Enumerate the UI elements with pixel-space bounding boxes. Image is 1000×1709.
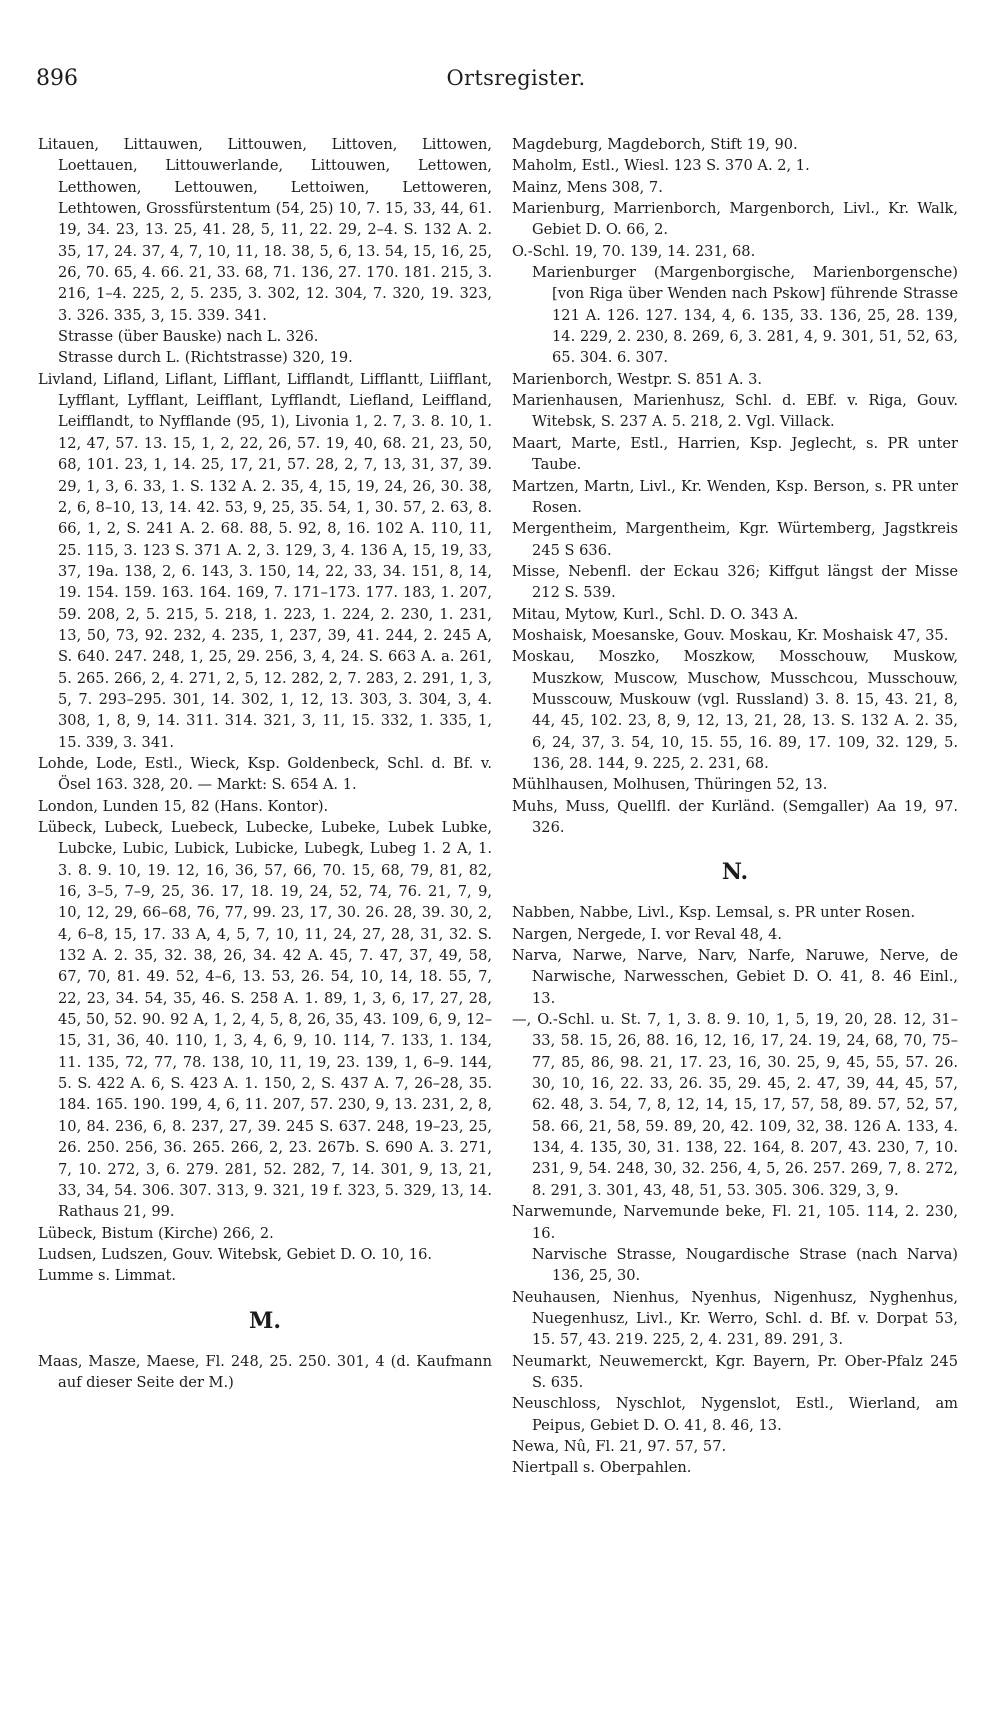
index-entry: Niertpall s. Oberpahlen. [512,1459,692,1477]
index-entry: London, Lunden 15, 82 (Hans. Kontor). [38,797,329,815]
index-entry: Moshaisk, Moesanske, Gouv. Moskau, Kr. Moshaisk 47, 35. [512,626,949,644]
index-entry: Livland, Lifland, Liflant, Lifflant, Lifflandt, Lifflantt, Liifflant, Lyfflant, Lyfflant, Leifflant, Lyfflandt, Liefland, Leiffland, Leifflandt, to Nyfflande (95, 1), Livonia 1, 2. 7, 3. 8. 10, 1. 12, 47, 57. 13. 15, 1, 2, 22, 26, 57. 19, 40, 68. 21, 23, 50, 68, 101. 23, 1, 14. 25, 17, 21, 57. 28, 2, 7, 13, 31, 37, 39. 29, 1, 3, 6. 33, 1. S. 132 A. 2. 35, 4, 15, 19, 24, 26, 30. 38, 2, 6, 8–10, 13, 14. 42. 53, 9, 25, 35. 54, 1, 30. 57, 2. 63, 8. 66, 1, 2, S. 241 A. 2. 68. 88, 5. 92, 8, 16. 102 A. 110, 11, 25. 115, 3. 123 S. 371 A. 2, 3. 129, 3, 4. 136 A, 15, 19, 33, 37, 19a. 138, 2, 6. 143, 3. 150, 14, 22, 33, 34. 151, 8, 14, 19. 154. 159. 163. 164. 169, 7. 171–173. 177. 183, 1. 207, 59. 208, 2, 5. 215, 5. 218, 1. 223, 1. 224, 2. 230, 1. 231, 13, 50, 73, 92. 232, 4. 235, 1, 237, 39, 41. 244, 2. 245 A, S. 640. 247. 248, 1, 25, 29. 256, 3, 4, 24. S. 663 A. a. 261, 5. 265. 266, 2, 4. 271, 2, 5, 12. 282, 2, 7. 283, 2. 291, 1, 3, 5, 7. 293–295. 301, 14. 302, 1, 12, 13. 303, 3. 304, 3, 4. 308, 1, 8, 9, 14. 311. 314. 321, 3, 11, 15. 332, 1. 335, 1, 15. 339, 3. 341. [38,370,492,751]
index-entry: Martzen, Martn, Livl., Kr. Wenden, Ksp. Berson, s. PR unter Rosen. [512,477,958,516]
index-subentry: Marienburger (Margenborgische, Marienborgensche) [von Riga über Wenden nach Pskow] führende Strasse 121 A. 126. 127. 134, 4, 6. 135, 33. 136, 25, 28. 139, 14. 229, 2. 230, 8. 269, 6, 3. 281, 4, 9. 301, 51, 52, 63, 65. 304. 6. 307. [532,264,958,367]
index-entry: Marienborch, Westpr. S. 851 A. 3. [512,370,763,388]
index-subentry: Strasse durch L. (Richtstrasse) 320, 19. [58,349,353,367]
index-entry: Magdeburg, Magdeborch, Stift 19, 90. [512,136,798,153]
index-entry: Mitau, Mytow, Kurl., Schl. D. O. 343 A. [512,605,799,623]
section-heading-n: N. [721,859,749,886]
index-entry: Marienburg, Marrienborch, Margenborch, Livl., Kr. Walk, Gebiet D. O. 66, 2. [512,200,958,239]
index-entry: Nabben, Nabbe, Livl., Ksp. Lemsal, s. PR unter Rosen. [512,904,916,922]
right-column [512,134,958,1479]
index-entry: Mühlhausen, Molhusen, Thüringen 52, 13. [512,776,828,794]
index-entry: Neuschloss, Nyschlot, Nygenslot, Estl., Wierland, am Peipus, Gebiet D. O. 41, 8. 46, 13. [512,1395,958,1434]
running-head: Ortsregister. [446,66,586,90]
index-entry: O.-Schl. 19, 70. 139, 14. 231, 68. [512,242,756,260]
index-entry: Ludsen, Ludszen, Gouv. Witebsk, Gebiet D. O. 10, 16. [38,1245,433,1263]
index-entry: —, O.-Schl. u. St. 7, 1, 3. 8. 9. 10, 1, 5, 19, 20, 28. 12, 31–33, 58. 15, 26, 88. 16, 12, 16, 17, 24. 19, 24, 68, 70, 75–77, 85, 86, 98. 21, 17. 23, 16, 30. 25, 9, 45, 55, 57. 26. 30, 10, 16, 22. 33, 26. 35, 29. 45, 2. 47, 39, 44, 45, 57, 62. 48, 3. 54, 7, 8, 12, 14, 15, 17, 57, 58, 89. 57, 52, 57, 58. 66, 21, 58, 59. 89, 20, 42. 109, 32, 38. 126 A. 133, 4. 134, 4. 135, 30, 31. 138, 22. 164, 8. 207, 43. 230, 7, 10. 231, 9, 54. 248, 30, 32. 256, 4, 5, 26. 257. 269, 7, 8. 272, 8. 291, 3. 301, 43, 48, 51, 53. 305. 306. 329, 3, 9. [512,1011,958,1199]
section-heading-m: M. [248,1307,281,1334]
index-entry: Lübeck, Lubeck, Luebeck, Lubecke, Lubeke, Lubek Lubke, Lubcke, Lubic, Lubick, Lubicke, Lubegk, Lubeg 1. 2 A, 1. 3. 8. 9. 10, 19. 12, 16, 36, 57, 66, 70. 15, 68, 79, 81, 82, 16, 3–5, 7–9, 25, 36. 17, 18. 19, 24, 52, 74, 76. 21, 7, 9, 10, 12, 29, 66–68, 76, 77, 99. 23, 17, 30. 26. 28, 39. 30, 2, 4, 6–8, 15, 17. 33 A, 4, 5, 7, 10, 11, 24, 27, 28, 31, 32. S. 132 A. 2. 35, 32. 38, 26, 34. 42 A. 45, 7. 47, 37, 49, 58, 67, 70, 81. 49. 52, 4–6, 13. 53, 26. 54, 10, 14, 18. 55, 7, 22, 23, 34. 54, 35, 46. S. 258 A. 1. 89, 1, 3, 6, 17, 27, 28, 45, 50, 52. 90. 92 A, 1, 2, 4, 5, 8, 26, 35, 43. 109, 6, 9, 12–15, 31, 36, 40. 110, 1, 3, 4, 6, 9, 10. 114, 7. 133, 1. 134, 11. 135, 72, 77, 78. 138, 10, 11, 19, 23. 139, 1, 6–9. 144, 5. S. 422 A. 6, S. 423 A. 1. 150, 2, S. 437 A. 7, 26–28, 35. 184. 165. 190. 199, 4, 6, 11. 207, 57. 230, 9, 13. 231, 2, 8, 10, 84. 236, 6, 8. 237, 27, 39. 245 S. 637. 248, 19–23, 25, 26. 250. 256, 36. 265. 266, 2, 23. 267b. S. 690 A. 3. 271, 7, 10. 272, 3, 6. 279. 281, 52. 282, 7, 14. 301, 9, 13, 21, 33, 34, 54. 306. 307. 313, 9. 321, 19 f. 323, 5. 329, 13, 14. Rathaus 21, 99. [38,819,492,1221]
index-entry: Newa, Nû, Fl. 21, 97. 57, 57. [512,1437,727,1455]
index-entry: Narwemunde, Narvemunde beke, Fl. 21, 105. 114, 2. 230, 16. [512,1203,958,1242]
index-entry: Neumarkt, Neuwemerckt, Kgr. Bayern, Pr. Ober-Pfalz 245 S. 635. [512,1352,958,1391]
index-entry: Maholm, Estl., Wiesl. 123 S. 370 A. 2, 1. [512,157,810,175]
index-entry: Lohde, Lode, Estl., Wieck, Ksp. Goldenbeck, Schl. d. Bf. v. Ösel 163. 328, 20. — Markt: S. 654 A. 1. [38,754,492,794]
index-entry: Nargen, Nergede, I. vor Reval 48, 4. [512,925,783,943]
index-subentry: Strasse (über Bauske) nach L. 326. [58,328,319,346]
index-entry: Lumme s. Limmat. [38,1267,177,1285]
page-header [36,66,996,96]
left-column [38,134,492,1393]
index-entry: Lübeck, Bistum (Kirche) 266, 2. [38,1224,274,1242]
index-subentry: Narvische Strasse, Nougardische Strase (nach Narva) 136, 25, 30. [532,1245,958,1285]
index-entry: Maas, Masze, Maese, Fl. 248, 25. 250. 301, 4 (d. Kaufmann auf dieser Seite der M.) [38,1352,492,1391]
index-entry: Litauen, Littauwen, Littouwen, Littoven, Littowen, Loettauen, Littouwerlande, Littouwen, Lettowen, Letthowen, Lettouwen, Lettoiwen, Lettoweren, Lethtowen, Grossfürstentum (54, 25) 10, 7. 15, 33, 44, 61. 19, 34. 23, 13. 25, 41. 28, 5, 11, 22. 29, 2–4. S. 132 A. 2. 35, 17, 24. 37, 4, 7, 10, 11, 18. 38, 5, 6, 13. 54, 15, 16, 25, 26, 70. 65, 4. 66. 21, 33. 68, 71. 136, 27. 170. 181. 215, 3. 216, 1–4. 225, 2, 5. 235, 3. 302, 12. 304, 7. 320, 19. 323, 3. 326. 335, 3, 15. 339. 341. [38,136,492,324]
page-number: 896 [36,66,78,91]
index-entry: Mergentheim, Margentheim, Kgr. Würtemberg, Jagstkreis 245 S 636. [512,520,958,559]
index-entry: Muhs, Muss, Quellfl. der Kurländ. (Semgaller) Aa 19, 97. 326. [512,797,958,836]
index-entry: Moskau, Moszko, Moszkow, Mosschouw, Muskow, Muszkow, Muscow, Muschow, Musschcou, Musschouw, Musscouw, Muskouw (vgl. Russland) 3. 8. 15, 43. 21, 8, 44, 45, 102. 23, 8, 9, 12, 13, 21, 28, 13. S. 132 A. 2. 35, 6, 24, 37, 3. 54, 10, 15. 55, 16. 89, 17. 109, 32. 129, 5. 136, 28. 144, 9. 225, 2. 231, 68. [512,648,958,772]
index-entry: Marienhausen, Marienhusz, Schl. d. EBf. v. Riga, Gouv. Witebsk, S. 237 A. 5. 218, 2. Vgl. Villack. [512,392,958,431]
index-entry: Maart, Marte, Estl., Harrien, Ksp. Jeglecht, s. PR unter Taube. [512,434,958,474]
index-entry: Misse, Nebenfl. der Eckau 326; Kiffgut längst der Misse 212 S. 539. [512,562,958,602]
index-entry: Mainz, Mens 308, 7. [512,178,663,196]
index-entry: Narva, Narwe, Narve, Narv, Narfe, Naruwe, Nerve, de Narwische, Narwesschen, Gebiet D. O. 41, 8. 46 Einl., 13. [512,947,958,1007]
index-entry: Neuhausen, Nienhus, Nyenhus, Nigenhusz, Nyghenhus, Nuegenhusz, Livl., Kr. Werro, Schl. d. Bf. v. Dorpat 53, 15. 57, 43. 219. 225, 2, 4. 231, 89. 291, 3. [512,1288,958,1349]
